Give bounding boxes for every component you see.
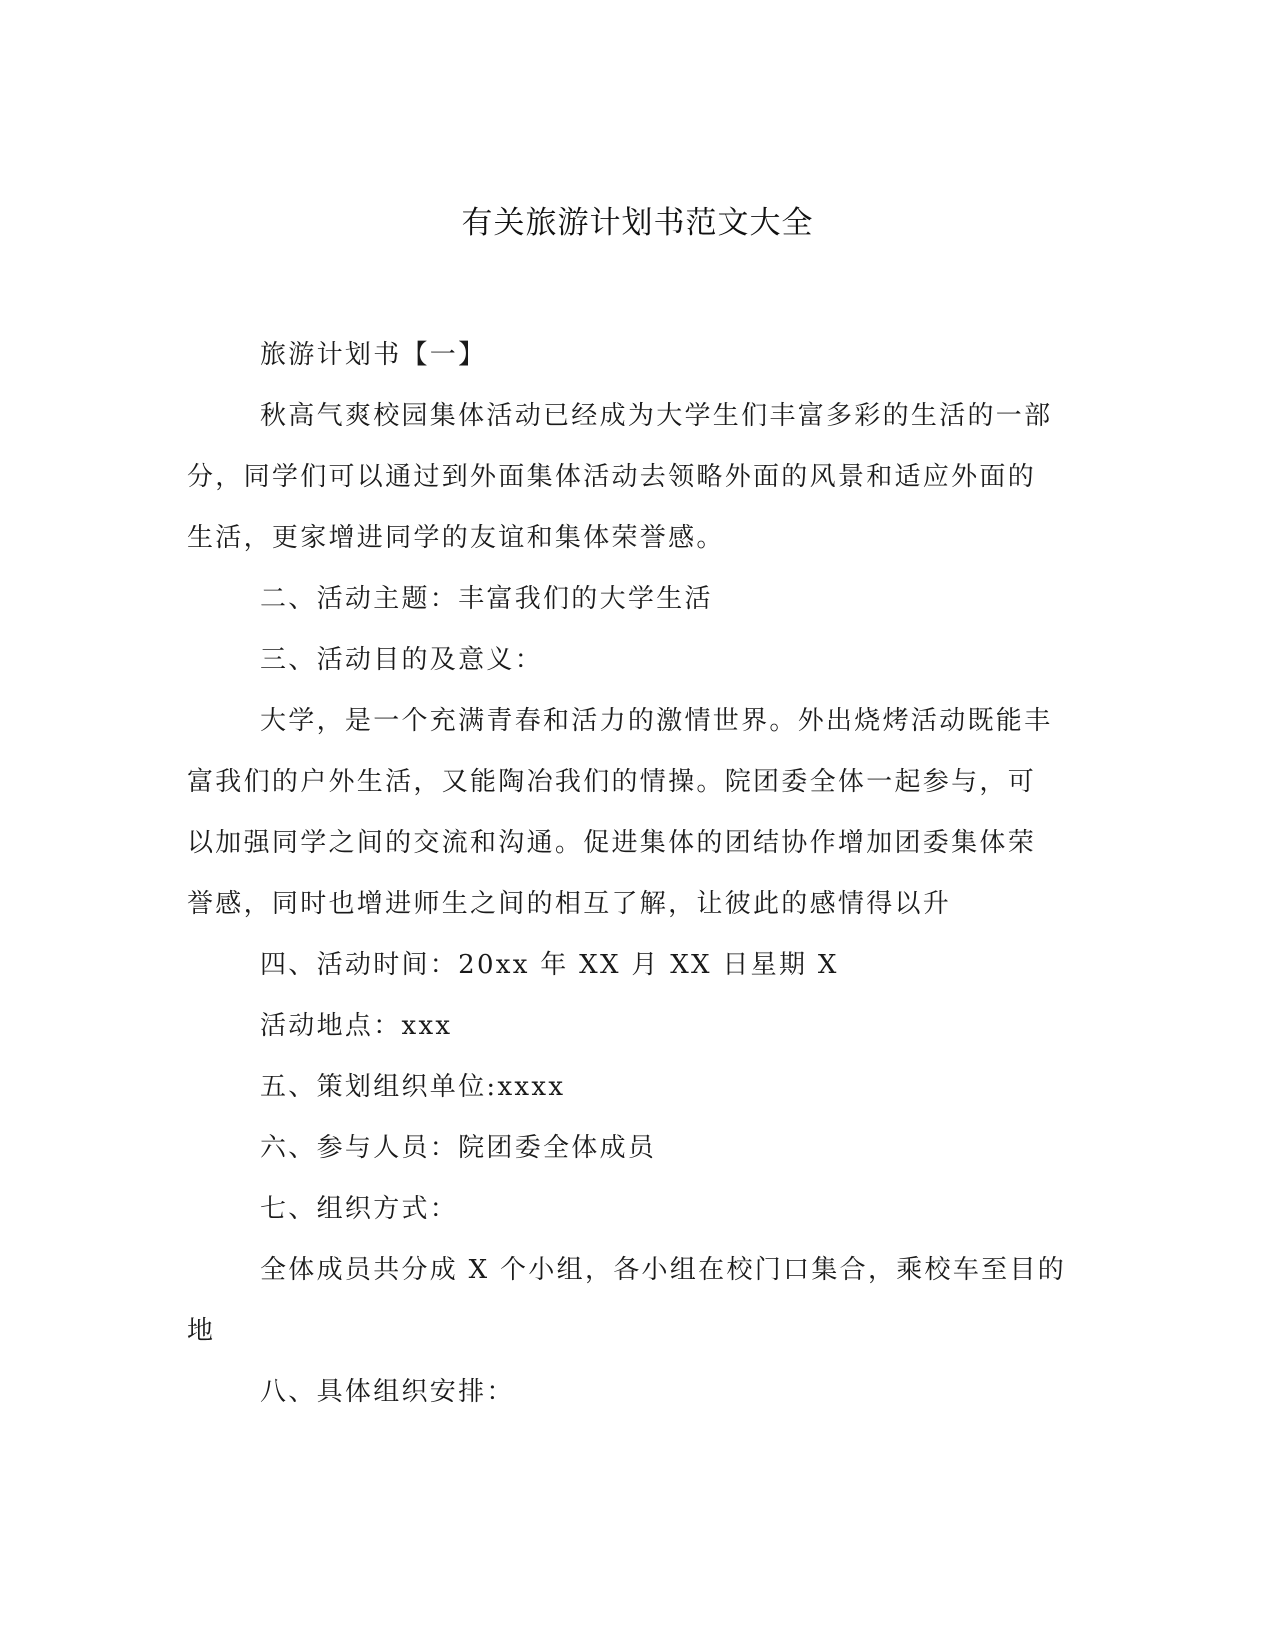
paragraph-method [187, 1240, 1077, 1362]
text-line: 全体成员共分成 X 个小组，各小组在校门口集合，乘校车至目的 [260, 1255, 1067, 1285]
text-line: 生活，更家增进同学的友谊和集体荣誉感。 [187, 523, 725, 553]
paragraph-arrangement-heading [187, 1362, 1077, 1423]
document-body [187, 325, 1077, 1423]
text-line: 秋高气爽校园集体活动已经成为大学生们丰富多彩的生活的一部 [260, 401, 1053, 431]
text-line: 五、策划组织单位:xxxx [260, 1072, 566, 1102]
text-line: 誉感，同时也增进师生之间的相互了解，让彼此的感情得以升 [187, 889, 952, 919]
paragraph-method-heading [187, 1179, 1077, 1240]
paragraph-participants [187, 1118, 1077, 1179]
text-line: 地 [187, 1316, 216, 1346]
text-line: 四、活动时间：20xx 年 XX 月 XX 日星期 X [260, 950, 839, 980]
text-line: 分，同学们可以通过到外面集体活动去领略外面的风景和适应外面的 [187, 462, 1037, 492]
paragraph-intro [187, 386, 1077, 569]
document-title: 有关旅游计划书范文大全 [461, 205, 814, 241]
text-line: 二、活动主题：丰富我们的大学生活 [260, 584, 713, 614]
paragraph-time [187, 935, 1077, 996]
text-line: 八、具体组织安排： [260, 1377, 515, 1407]
text-line: 以加强同学之间的交流和沟通。促进集体的团结协作增加团委集体荣 [187, 828, 1037, 858]
text-line: 六、参与人员：院团委全体成员 [260, 1133, 657, 1163]
text-line: 大学，是一个充满青春和活力的激情世界。外出烧烤活动既能丰 [260, 706, 1053, 736]
text-line: 旅游计划书【一】 [260, 340, 487, 370]
paragraph-purpose [187, 691, 1077, 935]
text-line: 富我们的户外生活，又能陶冶我们的情操。院团委全体一起参与，可 [187, 767, 1037, 797]
text-line: 七、组织方式： [260, 1194, 459, 1224]
paragraph-plan-heading [187, 325, 1077, 386]
text-line: 活动地点：xxx [260, 1011, 453, 1041]
paragraph-theme [187, 569, 1077, 630]
paragraph-location [187, 996, 1077, 1057]
paragraph-purpose-heading [187, 630, 1077, 691]
paragraph-organizer [187, 1057, 1077, 1118]
text-line: 三、活动目的及意义： [260, 645, 544, 675]
